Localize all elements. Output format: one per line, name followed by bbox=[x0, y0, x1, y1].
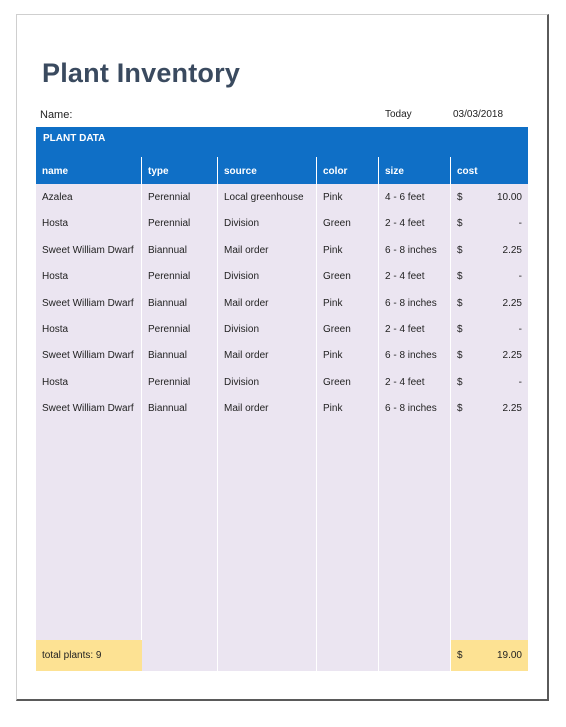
cell-source[interactable]: Division bbox=[224, 376, 260, 388]
section-header: PLANT DATA bbox=[36, 127, 528, 157]
cell-source[interactable]: Mail order bbox=[224, 244, 269, 256]
page-title: Plant Inventory bbox=[42, 58, 241, 88]
cell-name[interactable]: Sweet William Dwarf bbox=[42, 244, 134, 256]
cell-size[interactable]: 2 - 4 feet bbox=[385, 376, 425, 388]
table-row[interactable] bbox=[36, 369, 528, 395]
table-row[interactable] bbox=[36, 237, 528, 263]
total-cost-cell[interactable] bbox=[451, 640, 528, 671]
cell-source[interactable]: Local greenhouse bbox=[224, 192, 304, 203]
cell-color[interactable]: Pink bbox=[323, 403, 343, 415]
total-currency: $ bbox=[457, 650, 463, 661]
cell-currency[interactable]: $ bbox=[457, 218, 463, 230]
column-header-type[interactable]: type bbox=[142, 157, 218, 184]
cell-currency[interactable]: $ bbox=[457, 376, 463, 388]
cell-source[interactable]: Division bbox=[224, 324, 260, 335]
table-row[interactable] bbox=[36, 316, 528, 342]
cell-size[interactable]: 6 - 8 inches bbox=[385, 350, 437, 362]
table-row[interactable] bbox=[36, 263, 528, 289]
cell-cost[interactable]: - bbox=[518, 324, 522, 335]
cell-type[interactable]: Biannual bbox=[148, 350, 187, 362]
column-header-name[interactable]: name bbox=[36, 157, 142, 184]
cell-type[interactable]: Perennial bbox=[148, 376, 191, 388]
cell-name[interactable]: Azalea bbox=[42, 192, 73, 203]
cell-color[interactable]: Pink bbox=[323, 244, 343, 256]
cell-size[interactable]: 2 - 4 feet bbox=[385, 324, 425, 335]
cell-type[interactable]: Perennial bbox=[148, 271, 191, 283]
cell-color[interactable]: Green bbox=[323, 324, 351, 335]
total-cost-value: 19.00 bbox=[496, 650, 522, 661]
cell-color[interactable]: Green bbox=[323, 218, 351, 230]
column-header-source[interactable]: source bbox=[218, 157, 317, 184]
cell-currency[interactable]: $ bbox=[457, 244, 463, 256]
cell-type[interactable]: Perennial bbox=[148, 218, 191, 230]
cell-name[interactable]: Sweet William Dwarf bbox=[42, 297, 134, 309]
cell-currency[interactable]: $ bbox=[457, 192, 463, 203]
cell-type[interactable]: Biannual bbox=[148, 403, 187, 415]
cell-color[interactable]: Green bbox=[323, 271, 351, 283]
name-label: Name: bbox=[40, 109, 73, 121]
table-row[interactable] bbox=[36, 342, 528, 368]
cell-size[interactable]: 6 - 8 inches bbox=[385, 297, 437, 309]
cell-size[interactable]: 2 - 4 feet bbox=[385, 271, 425, 283]
plant-table bbox=[36, 127, 528, 671]
cell-size[interactable]: 6 - 8 inches bbox=[385, 244, 437, 256]
table-row[interactable] bbox=[36, 395, 528, 421]
column-header-cost[interactable]: cost bbox=[457, 166, 478, 177]
cell-source[interactable]: Mail order bbox=[224, 403, 269, 415]
table-row[interactable] bbox=[36, 210, 528, 236]
cell-name[interactable]: Sweet William Dwarf bbox=[42, 403, 134, 415]
cell-currency[interactable]: $ bbox=[457, 271, 463, 283]
date-value: 03/03/2018 bbox=[453, 109, 504, 120]
cell-type[interactable]: Biannual bbox=[148, 297, 187, 309]
table-row[interactable] bbox=[36, 290, 528, 316]
cell-currency[interactable]: $ bbox=[457, 403, 463, 415]
cell-currency[interactable]: $ bbox=[457, 350, 463, 362]
cell-cost[interactable]: 2.25 bbox=[502, 244, 522, 256]
cell-cost[interactable]: 2.25 bbox=[502, 350, 522, 362]
cell-color[interactable]: Pink bbox=[323, 297, 343, 309]
cell-name[interactable]: Hosta bbox=[42, 218, 69, 230]
cell-color[interactable]: Green bbox=[323, 376, 351, 388]
cell-cost[interactable]: 2.25 bbox=[502, 403, 522, 415]
cell-cost[interactable]: - bbox=[518, 271, 522, 283]
cell-source[interactable]: Division bbox=[224, 271, 260, 283]
cell-source[interactable]: Mail order bbox=[224, 350, 269, 362]
cell-color[interactable]: Pink bbox=[323, 192, 343, 203]
cell-cost[interactable]: - bbox=[518, 218, 522, 230]
cell-currency[interactable]: $ bbox=[457, 297, 463, 309]
cell-size[interactable]: 6 - 8 inches bbox=[385, 403, 437, 415]
column-header-size[interactable]: size bbox=[379, 157, 451, 184]
cell-source[interactable]: Mail order bbox=[224, 297, 269, 309]
cell-name[interactable]: Sweet William Dwarf bbox=[42, 350, 134, 362]
table-row[interactable] bbox=[36, 184, 528, 210]
cell-cost[interactable]: 10.00 bbox=[496, 192, 522, 203]
cell-cost[interactable]: - bbox=[518, 376, 522, 388]
cell-name[interactable]: Hosta bbox=[42, 324, 69, 335]
cell-type[interactable]: Perennial bbox=[148, 192, 191, 203]
cell-cost[interactable]: 2.25 bbox=[502, 297, 522, 309]
cell-name[interactable]: Hosta bbox=[42, 271, 69, 283]
cell-currency[interactable]: $ bbox=[457, 324, 463, 335]
table-body bbox=[36, 184, 528, 671]
cell-color[interactable]: Pink bbox=[323, 350, 343, 362]
column-header-color[interactable]: color bbox=[317, 157, 379, 184]
cell-type[interactable]: Perennial bbox=[148, 324, 191, 335]
total-plants-cell[interactable]: total plants: 9 bbox=[36, 640, 142, 671]
cell-type[interactable]: Biannual bbox=[148, 244, 187, 256]
cell-name[interactable]: Hosta bbox=[42, 376, 69, 388]
cell-size[interactable]: 4 - 6 feet bbox=[385, 192, 425, 203]
today-label: Today bbox=[385, 109, 412, 120]
cell-size[interactable]: 2 - 4 feet bbox=[385, 218, 425, 230]
column-header-row bbox=[36, 157, 528, 184]
cell-source[interactable]: Division bbox=[224, 218, 260, 230]
